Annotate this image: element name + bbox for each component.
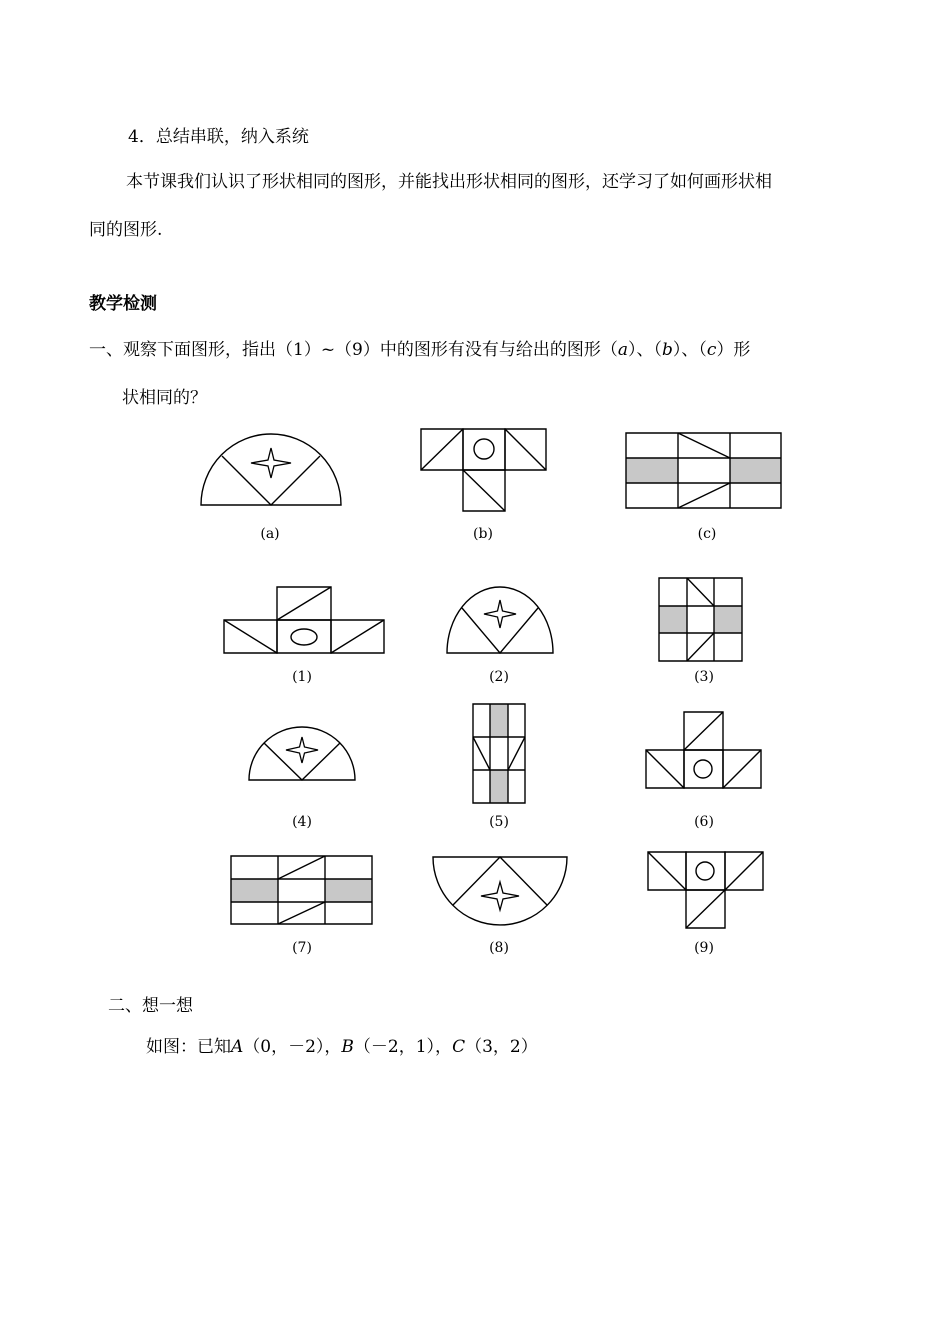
question1-text-part4: ）形 <box>716 340 751 360</box>
summary-heading: 4．总结串联，纳入系统 <box>128 127 309 147</box>
section-title: 教学检测 <box>89 294 157 314</box>
point-a-coord: （0，－2）， <box>243 1037 342 1057</box>
figure-b <box>420 428 547 512</box>
caption-8: (8) <box>489 940 509 956</box>
point-a-label: A <box>231 1037 244 1057</box>
question1-line1 <box>89 338 750 362</box>
point-b-coord: （－2，1）， <box>353 1037 453 1057</box>
caption-2: (2) <box>489 669 509 685</box>
figure-6 <box>645 711 762 789</box>
summary-paragraph-line1: 本节课我们认识了形状相同的图形，并能找出形状相同的图形，还学习了如何画形状相 <box>126 172 772 192</box>
question2-text <box>146 1035 538 1059</box>
caption-7: (7) <box>292 940 312 956</box>
figure-9 <box>647 851 764 929</box>
summary-paragraph-line2: 同的图形. <box>89 220 163 240</box>
label-b: b <box>662 340 673 360</box>
caption-3: (3) <box>694 669 714 685</box>
label-c: c <box>706 340 717 360</box>
caption-b: (b) <box>473 526 493 542</box>
question2-prefix: 如图：已知 <box>146 1037 231 1057</box>
question2-title: 二、想一想 <box>108 996 193 1016</box>
figure-4 <box>248 726 356 781</box>
figure-3 <box>658 577 743 662</box>
question1-line2: 状相同的？ <box>122 388 207 408</box>
caption-a: (a) <box>260 526 280 542</box>
figure-a <box>200 432 342 506</box>
figure-2 <box>446 586 554 654</box>
caption-c: (c) <box>697 526 717 542</box>
point-b-label: B <box>341 1037 354 1057</box>
point-c-coord: （3，2） <box>465 1037 538 1057</box>
question1-text-part1: 一、观察下面图形，指出（1）~（9）中的图形有没有与给出的图形（ <box>89 340 618 360</box>
figure-5 <box>472 703 526 804</box>
caption-9: (9) <box>694 940 714 956</box>
figure-1 <box>223 586 385 654</box>
figure-8 <box>432 856 568 926</box>
point-c-label: C <box>452 1037 466 1057</box>
caption-4: (4) <box>292 814 312 830</box>
caption-6: (6) <box>694 814 714 830</box>
figure-7 <box>230 855 373 925</box>
label-a: a <box>617 340 629 360</box>
caption-5: (5) <box>489 814 509 830</box>
question1-text-part3: ）、（ <box>672 340 707 360</box>
figure-c <box>625 432 782 509</box>
question1-text-part2: ）、（ <box>628 340 663 360</box>
caption-1: (1) <box>292 669 312 685</box>
